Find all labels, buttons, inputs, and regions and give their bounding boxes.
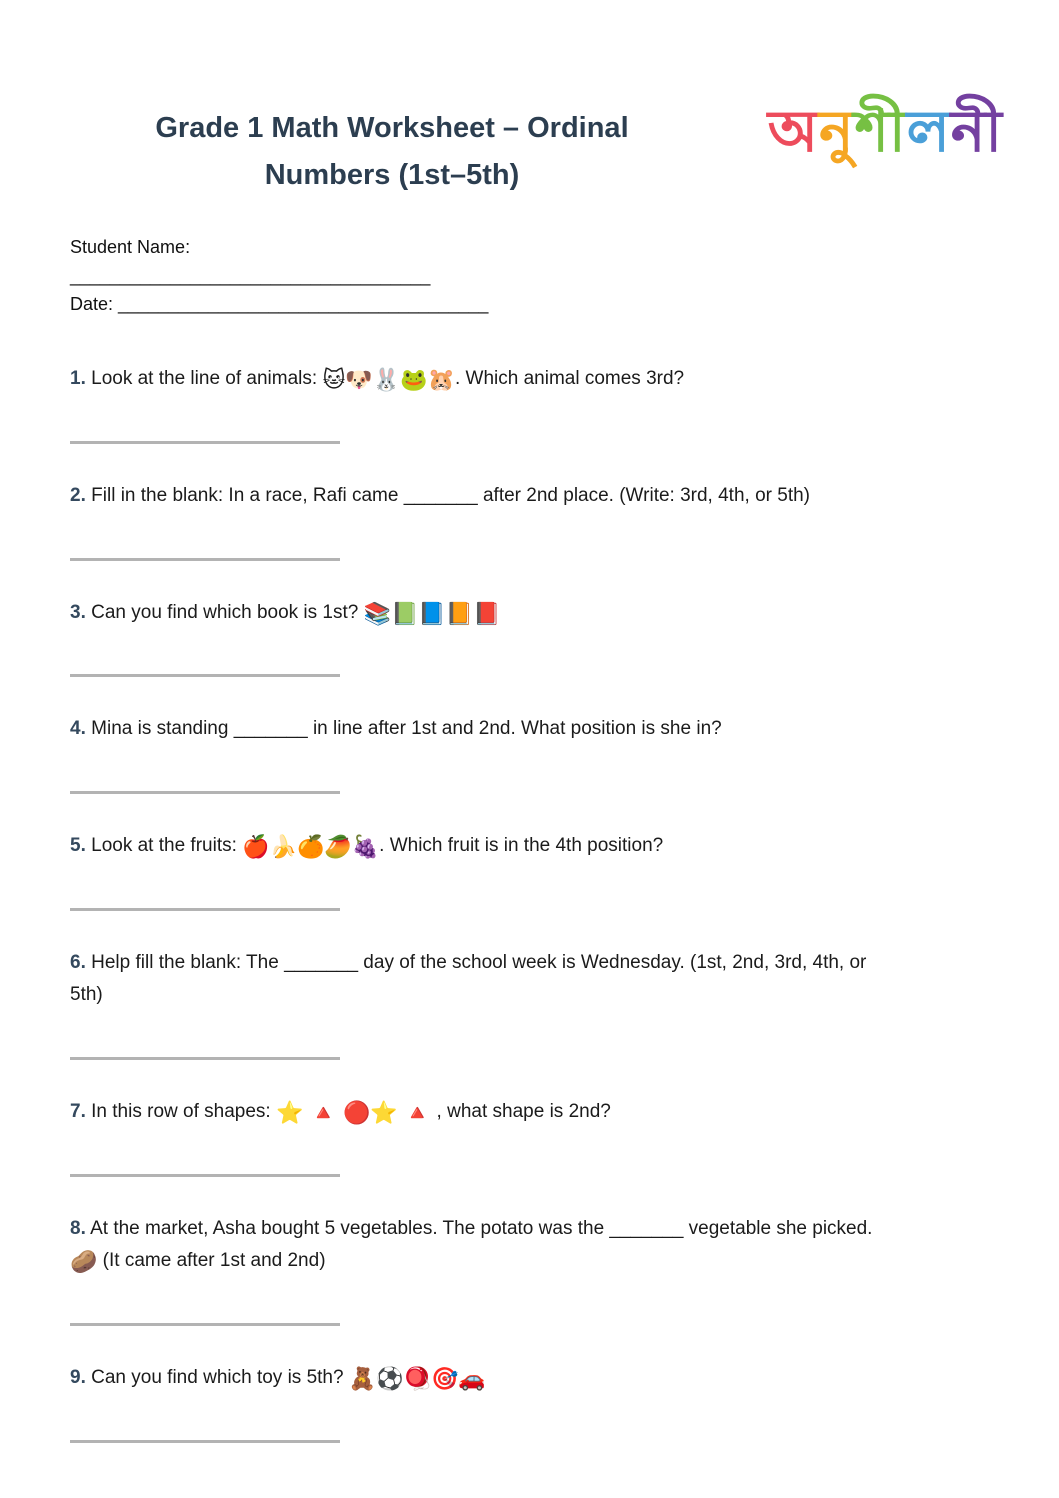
student-name-blank-line: ____________________________________ [70,265,431,286]
question-text: 1. Look at the line of animals: 🐱🐶🐰🐸🐹. Which animal comes 3rd? [70,367,685,393]
question-text: 6. Help fill the blank: The _______ day of the school week is Wednesday. (1st, 2nd, 3rd, 4th, or 5th) [70,951,867,1006]
emoji-sequence: 🧸⚽🪀🎯🚗 [348,1365,486,1391]
logo-letter: অ [767,99,820,164]
question-block [70,1213,985,1326]
question-block [70,830,985,911]
question-text: 5. Look at the fruits: 🍎🍌🍊🥭🍇. Which fruit is in the 4th position? [70,833,664,859]
answer-line [70,441,340,444]
logo-letter: নু [819,99,855,164]
question-number: 9. [70,1366,86,1388]
logo-letter: নী [950,99,1003,164]
question-text: 7. In this row of shapes: ⭐ 🔺 🔴⭐ 🔺 , what shape is 2nd? [70,1099,611,1125]
page-title: Grade 1 Math Worksheet – Ordinal Numbers (1st–5th) [155,112,629,192]
emoji-sequence: 🐱🐶🐰🐸🐹 [322,367,455,393]
date-blank-line: _____________________________________ [118,294,489,315]
questions [0,363,1059,1442]
question-block [70,1096,985,1177]
question-number: 5. [70,834,86,856]
header [0,0,1059,219]
logo-letter: ল [906,99,951,164]
emoji-sequence: ⭐ 🔺 🔴⭐ 🔺 [275,1099,432,1125]
answer-line [70,558,340,561]
question-number: 7. [70,1100,86,1122]
answer-line [70,1440,340,1443]
date-label: Date: [70,294,114,315]
question-block [70,713,985,794]
date-row [70,290,989,319]
question-number: 3. [70,601,86,623]
question-block [70,1362,985,1443]
answer-line [70,1174,340,1177]
answer-line [70,674,340,677]
question-block [70,480,985,561]
question-number: 1. [70,368,86,390]
emoji-sequence: 🥔 [70,1249,98,1275]
question-text: 4. Mina is standing _______ in line after 1st and 2nd. What position is she in? [70,718,722,740]
question-text: 3. Can you find which book is 1st? 📚📗📘📙📕 [70,600,501,626]
answer-line [70,1057,340,1060]
emoji-sequence: 🍎🍌🍊🥭🍇 [242,833,380,859]
question-block [70,363,985,444]
question-text: 9. Can you find which toy is 5th? 🧸⚽🪀🎯🚗 [70,1365,486,1391]
question-number: 8. [70,1217,86,1239]
question-text: 8. At the market, Asha bought 5 vegetables. The potato was the _______ vegetable she picked. 🥔 (It came after 1st and 2nd) [70,1217,873,1275]
emoji-sequence: 📚📗📘📙📕 [363,600,501,626]
question-number: 6. [70,951,86,973]
student-info [0,233,1059,319]
question-number: 2. [70,484,86,506]
question-block [70,947,985,1060]
logo-letter: শী [854,99,907,164]
student-name-label: Student Name: [70,236,191,257]
question-text: 2. Fill in the blank: In a race, Rafi came _______ after 2nd place. (Write: 3rd, 4th, or 5th) [70,484,810,506]
answer-line [70,1323,340,1326]
answer-line [70,791,340,794]
anushilani-logo [768,86,1003,179]
question-number: 4. [70,718,86,740]
question-block [70,597,985,678]
answer-line [70,908,340,911]
